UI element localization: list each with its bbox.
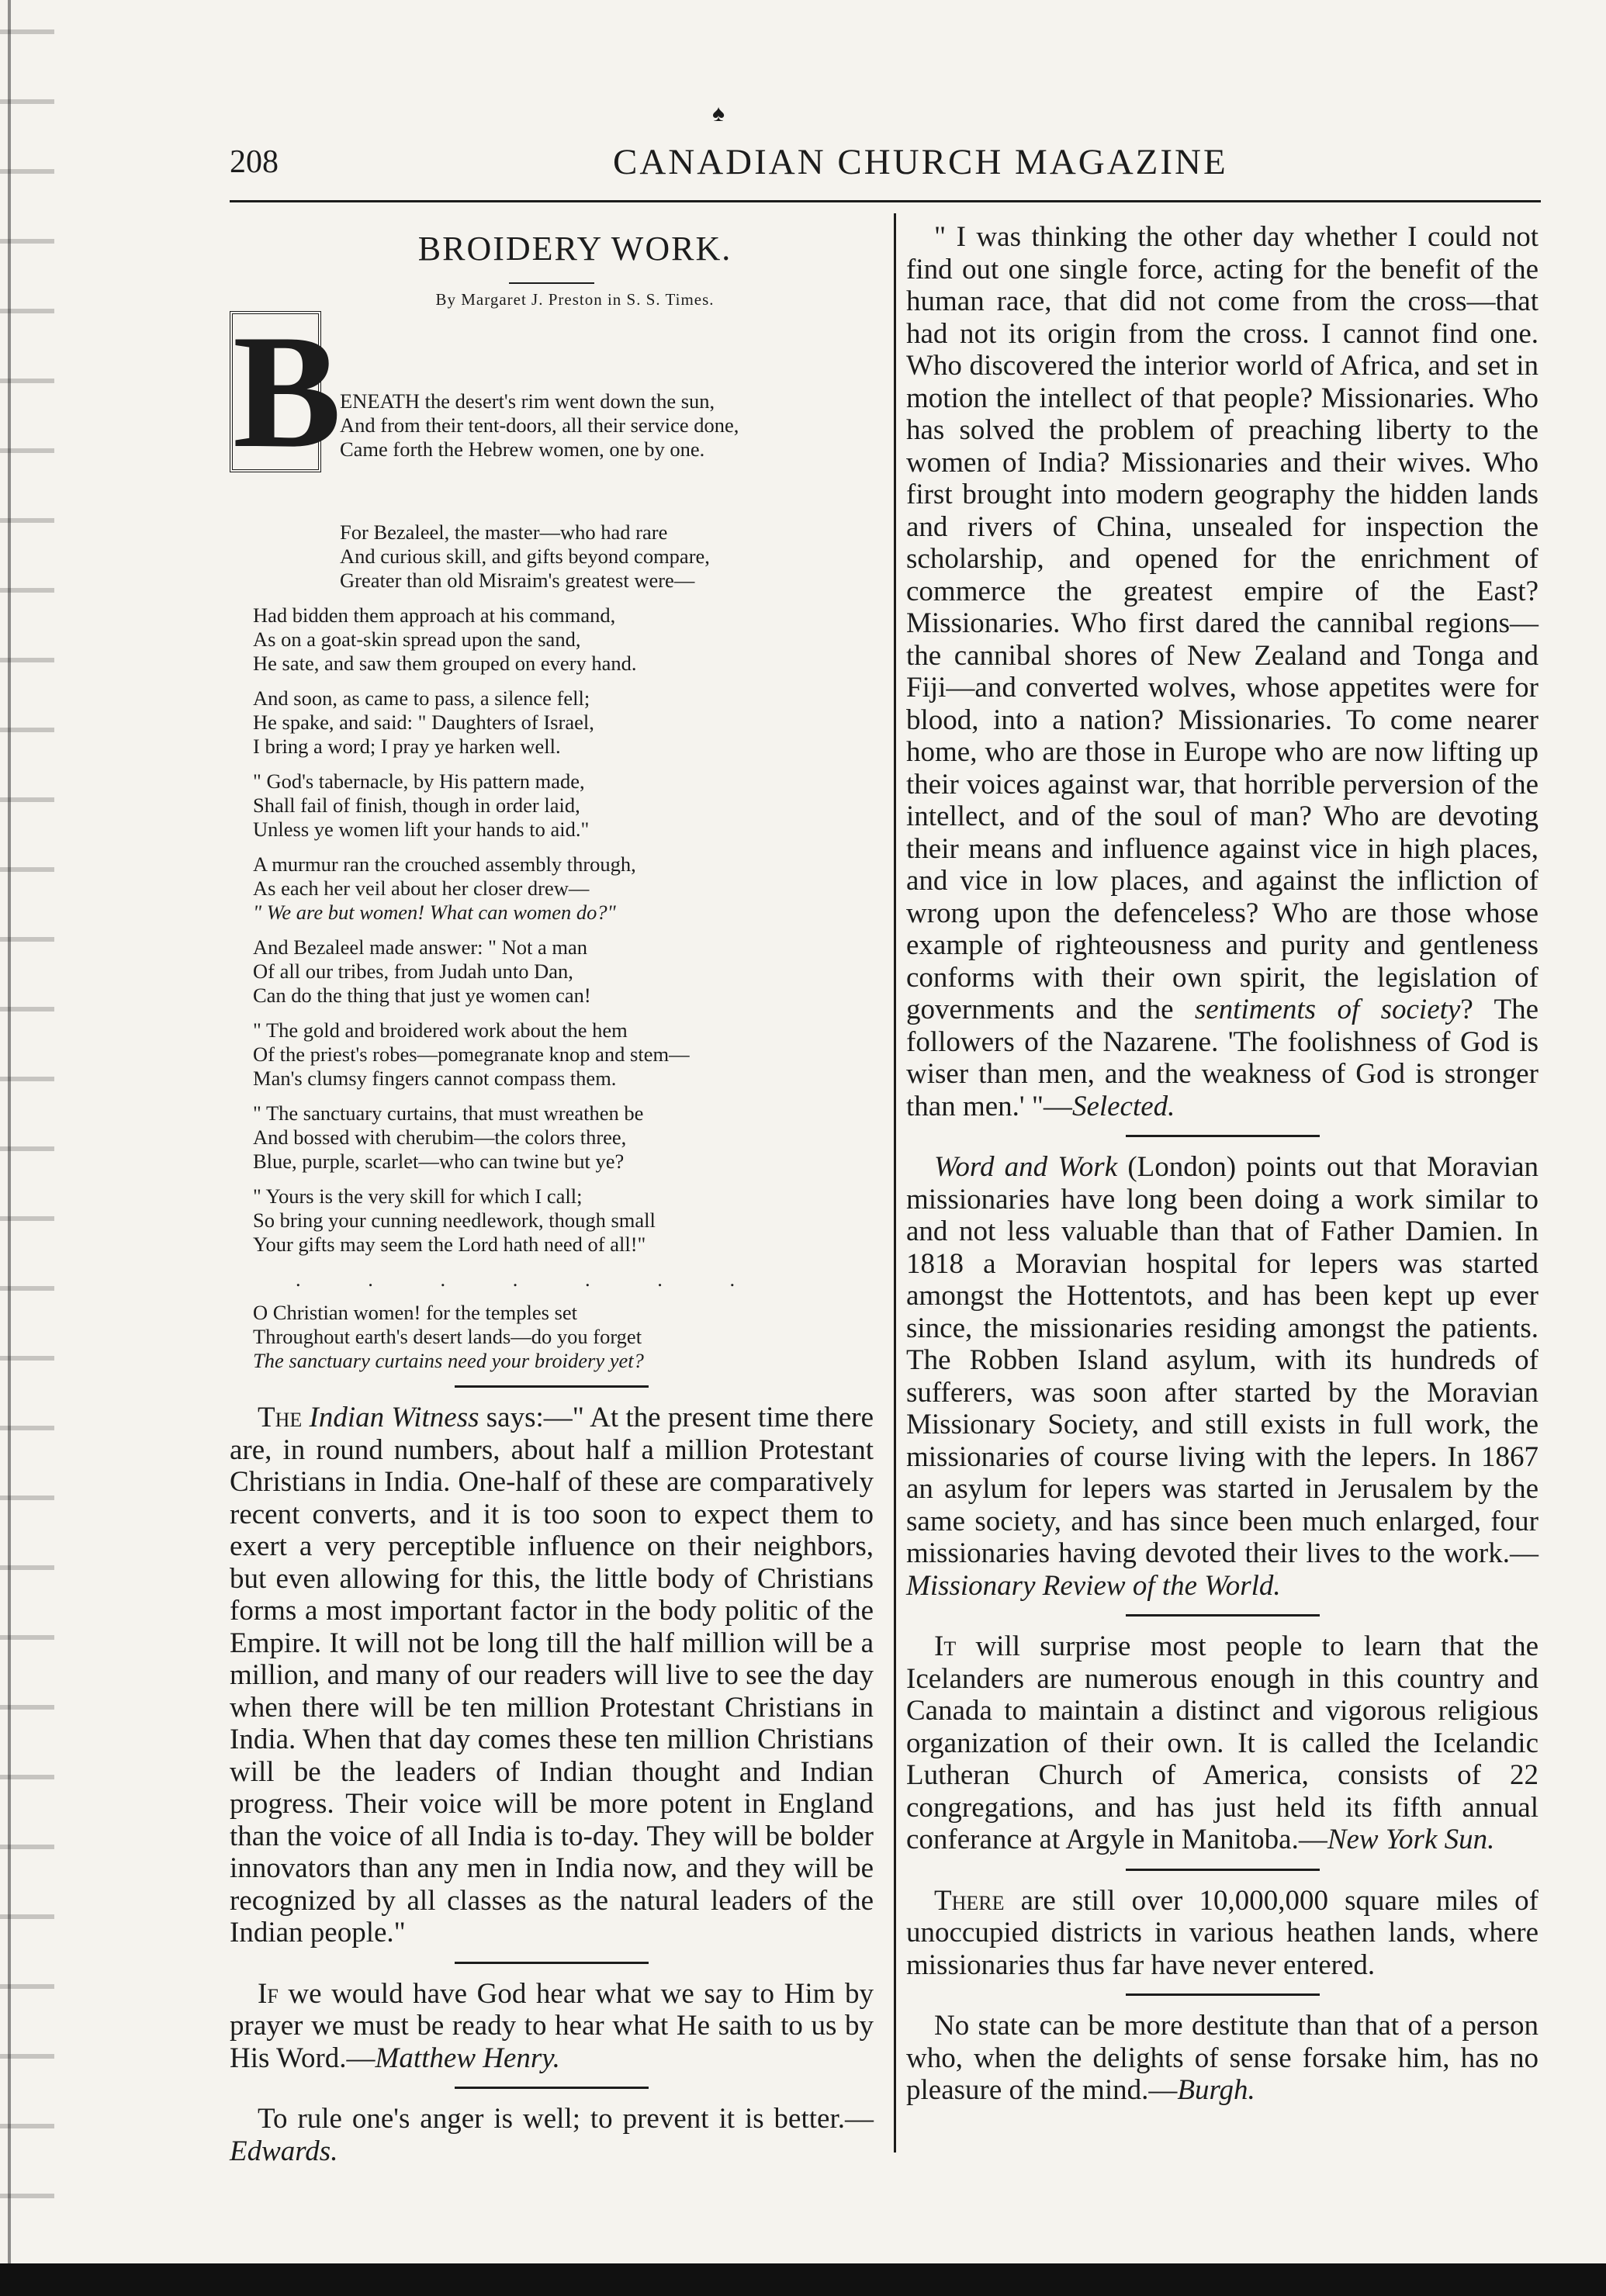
attribution: Matthew Henry. (375, 2042, 560, 2074)
attribution: New York Sun. (1327, 1824, 1495, 1855)
scan-bottom-band (0, 2263, 1606, 2296)
separator-rule (455, 1962, 649, 1964)
heathen-lands-note (906, 1885, 1539, 1982)
stanza: " God's tabernacle, by His pattern made, Shall fail of finish, though in order laid, Unless ye women lift your hands to aid." (253, 769, 590, 841)
separator-rule (455, 1385, 649, 1388)
moravian-article (906, 1151, 1539, 1602)
burgh-quote (906, 2010, 1539, 2107)
lead-word: If (258, 1977, 279, 2010)
page-number: 208 (230, 144, 279, 180)
header-rule (230, 200, 1541, 202)
right-column (906, 221, 1539, 2107)
drop-cap: B (230, 311, 321, 472)
lead-word: It (934, 1630, 957, 1662)
stanza: For Bezaleel, the master—who had rare And curious skill, and gifts beyond compare, Greater than old Misraim's greatest were— (340, 520, 710, 592)
ornament-icon: ♠ (712, 101, 725, 126)
indian-witness-article (230, 1402, 874, 1949)
stanza: " The sanctuary curtains, that must wreathen be And bossed with cherubim—the colors three, Blue, purple, scarlet—who can twine but ye? (253, 1101, 644, 1173)
stanza: And soon, as came to pass, a silence fell; He spake, and said: " Daughters of Israel, I bring a word; I pray ye harken well. (253, 686, 594, 758)
separator-rule (1126, 1135, 1320, 1137)
attribution: Edwards. (230, 2135, 338, 2167)
edwards-quote (230, 2103, 874, 2167)
poem-title: BROIDERY WORK. (417, 230, 732, 268)
missionaries-article (906, 221, 1539, 1122)
stanza-italic-line: The sanctuary curtains need your broidery yet? (253, 1349, 644, 1372)
source-name: Indian Witness (309, 1402, 479, 1433)
article-text: " I was thinking the other day whether I could not find out one single force, acting for the benefit of the human race, that did not come from the cross—that had not its origin from the cross. I cannot find one. Who discovered the interior world of Africa, and set in motion the intellect of that people? Missionaries. Who has solved the problem of preaching liberty to the women of India? Missionaries and their wives. Who first brought into modern geography the hidden lands and rivers of China, unsealed for inspection the scholarship, and opened for the enrichment of commerce the greatest empire of the East? Missionaries. Who first dared the cannibal regions—the cannibal shores of New Zealand and Tonga and Fiji—and converted wolves, whose appetites were for blood, into a nation? Missionaries. To come nearer home, who are those in Europe who are now lifting up their voices against war, that horrible perversion of the intellect, and of the soul of man? Who are devoting their means and influence against vice in high places, and vice in low places, and against the infliction of wrong upon the defenceless? Who are those whose example of righteousness and purity and gentleness conforms with their own spirit, the legislation of governments and the (906, 221, 1539, 1025)
stanza: " The gold and broidered work about the hem Of the priest's robes—pomegranate knop and stem— Man's clumsy fingers cannot compass them. (253, 1018, 690, 1090)
article-text: says:—" At the present time there are, in round numbers, about half a million Protestant Christians in India. One-half of these are comparatively recent converts, and it is too soon to expect them to exert a very perceptible influence on their neighbors, but even allowing for this, the little body of Christians forms a most important factor in the body politic of the Empire. It will not be long till the half million will be a million, and many of our readers will live to see the day when there will be ten million Protestant Christians in India. When that day comes these ten million Christians will be the leaders of Indian thought and Indian progress. Their voice will be more potent in England than the voice of all India is to-day. They will be bolder innovators than any men in India now, and they will be recognized by all classes as the natural leaders of the Indian people." (230, 1402, 874, 1948)
separator-rule (455, 2087, 649, 2089)
stanza: " Yours is the very skill for which I call; So bring your cunning needlework, though small Your gifts may seem the Lord hath need of all!" (253, 1184, 656, 1256)
icelanders-article (906, 1630, 1539, 1856)
stanza: A murmur ran the crouched assembly through, As each her veil about her closer drew— (253, 852, 636, 900)
separator-rule (1126, 1869, 1320, 1871)
lead-word: The (258, 1402, 303, 1433)
column-rule (894, 213, 896, 2152)
article-text: will surprise most people to learn that the Icelanders are numerous enough in this country and Canada to maintain a distinct and vigorous religious organization of their own. It is called the Icelandic Lutheran Church of America, consists of 22 congregations, and has just held its fifth annual conferance at Argyle in Manitoba.— (906, 1630, 1539, 1855)
stanza-text: ENEATH the desert's rim went down the sun, And from their tent-doors, all their service done, Came forth the Hebrew women, one by one. (340, 389, 739, 461)
poem-body (230, 302, 874, 1373)
quote-text: No state can be more destitute than that of a person who, when the delights of sense forsake him, has no pleasure of the mind.— (906, 2010, 1539, 2106)
scan-edge-line (8, 0, 11, 2296)
left-column (230, 221, 874, 2167)
article-text: ? The followers of the Nazarene. 'The foolishness of God is wiser than men, and the weakness of God is stronger than men.' "— (906, 994, 1539, 1122)
stanza-first (233, 302, 874, 510)
stanza: O Christian women! for the temples set Throughout earth's desert lands—do you forget (253, 1301, 642, 1348)
article-text: (London) points out that Moravian missionaries have long been doing a work similar to and not less valuable than that of Father Damien. In 1818 a Moravian hospital for lepers was started amongst the Hottentots, and has been kept up ever since, the missionaries residing amongst the patients. The Robben Island asylum, with its hundreds of sufferers, was soon after started by the Moravian Missionary Society, and still exists in full work, the missionaries of course living with the lepers. In 1867 an asylum for lepers was started in Jerusalem by the same society, and has since been much enlarged, four missionaries having devoted their lives to the work.— (906, 1151, 1539, 1569)
attribution: Missionary Review of the World. (906, 1569, 1281, 1602)
ellipsis-dots: . . . . . . . (296, 1267, 767, 1291)
source-name: Word and Work (934, 1151, 1118, 1183)
stanza-italic-line: " We are but women! What can women do?" (253, 901, 616, 924)
quote-text: To rule one's anger is well; to prevent it is better.— (258, 2103, 874, 2135)
attribution: Selected. (1071, 1090, 1175, 1122)
stanza: Had bidden them approach at his command, As on a goat-skin spread upon the sand, He sate, and saw them grouped on every hand. (253, 603, 637, 675)
separator-rule (1126, 1614, 1320, 1617)
stanza: And Bezaleel made answer: " Not a man Of all our tribes, from Judah unto Dan, Can do the thing that just ye women can! (253, 935, 591, 1007)
quote-text: we would have God hear what we say to Him by prayer we must be ready to hear what He saith to us by His Word.— (230, 1977, 874, 2074)
separator-rule (1126, 1993, 1320, 1996)
lead-word: There (934, 1884, 1005, 1917)
italic-phrase: sentiments of society (1194, 994, 1461, 1025)
poem-byline: By Margaret J. Preston in S. S. Times. (435, 290, 715, 309)
note-text: are still over 10,000,000 square miles of unoccupied districts in various heathen lands, where missionaries thus far have never entered. (906, 1884, 1539, 1981)
attribution: Burgh. (1177, 2074, 1255, 2106)
title-rule (509, 282, 594, 284)
magazine-title: CANADIAN CHURCH MAGAZINE (613, 142, 1228, 182)
henry-quote (230, 1978, 874, 2075)
